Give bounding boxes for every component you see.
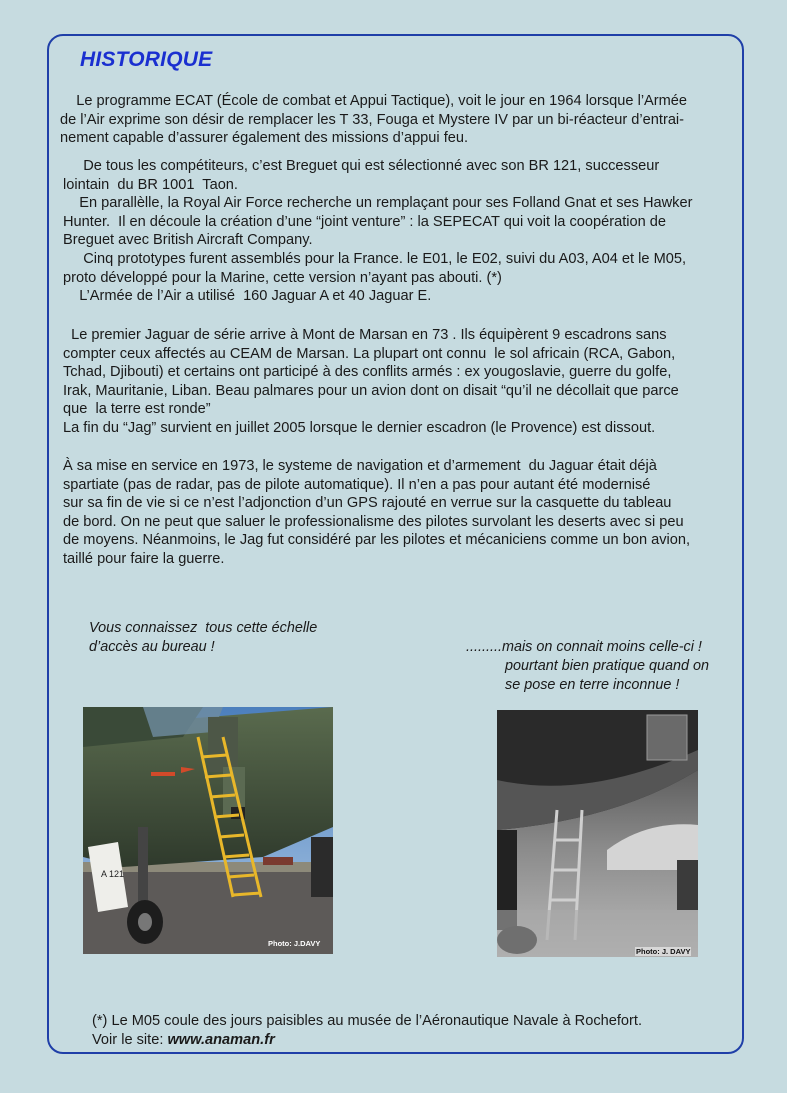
page-title: HISTORIQUE (80, 48, 213, 71)
footer-site-link[interactable]: www.anaman.fr (167, 1032, 275, 1048)
paragraph-navigation: À sa mise en service en 1973, le systeme de navigation et d’armement du Jaguar était déjà spartiate (pas de radar, pas de pilote automatique). Il n’en a pas pour autant été modernisé sur sa fin de vie si ce n’est l’adjonction d’un GPS rajouté en verrue sur la casquette du tableau de bord. On ne peut que saluer le professionalisme des pilotes survolant les deserts avec si peu de moyens. Néanmoins, le Jag fut considéré par les pilotes et mécaniciens comme un bon avion, taillé pour faire la guerre. (63, 458, 691, 567)
tail-number: A 121 (101, 869, 125, 879)
caption-right-line1: .........mais on connait moins celle-ci ! (466, 639, 702, 655)
footer-site-line (92, 1031, 642, 1050)
footer-museum-note: (*) Le M05 coule des jours paisibles au musée de l’Aéronautique Navale à Rochefort. (92, 1013, 643, 1029)
paragraph-service: Le premier Jaguar de série arrive à Mont de Marsan en 73 . Ils équipèrent 9 escadrons sans compter ceux affectés au CEAM de Marsan. La plupart ont connu le sol africain (RCA, Gabon, Tchad, Djibouti) et certains ont participé à des conflits armés : ex yougoslavie, guerre du golfe, Irak, Mauritanie, Liban. Beau palmares pour un avion dont on disait “qu’il ne décollait que parce que la terre est ronde” La fin du “Jag” survient en juillet 2005 lorsque le dernier escadron (le Provence) est dissout. (63, 327, 679, 436)
caption-left: Vous connaissez tous cette échelle d’accès au bureau ! (89, 620, 318, 655)
footer-note (92, 1012, 642, 1050)
paragraph-competitors: De tous les compétiteurs, c’est Breguet qui est sélectionné avec son BR 121, successeur lointain du BR 1001 Taon. En parallèlle, la Royal Air Force recherche un remplaçant pour ses Folland Gnat et ses Hawker Hunter. Il en découle la création d’une “joint venture” : la SEPECAT qui voit la coopération de Breguet avec British Aircraft Company. Cinq prototypes furent assemblés pour la France. le E01, le E02, suivi du A03, A04 et le M05, proto développé pour la Marine, cette version n’ayant pas abouti. (*) L’Armée de l’Air a utilisé 160 Jaguar A et 40 Jaguar E. (63, 158, 693, 305)
photo-jaguar-ladder (83, 707, 333, 954)
photo-credit-left: Photo: J.DAVY (268, 939, 321, 948)
photo-credit-right: Photo: J. DAVY (636, 947, 691, 956)
paragraph-ecat: Le programme ECAT (École de combat et Appui Tactique), voit le jour en 1964 lorsque l’Armée de l’Air exprime son désir de remplacer les T 33, Fouga et Mystere IV par un bi-réacteur d’entrai- nement capable d’assurer également des missions d’appui feu. (60, 93, 688, 147)
photo-underside-ladder (497, 710, 698, 957)
caption-right-rest: pourtant bien pratique quand on se pose en terre inconnue ! (505, 658, 710, 693)
footer-site-label: Voir le site: (92, 1032, 168, 1048)
jaguar-ladder-image (83, 707, 333, 954)
underside-ladder-image (497, 710, 698, 957)
